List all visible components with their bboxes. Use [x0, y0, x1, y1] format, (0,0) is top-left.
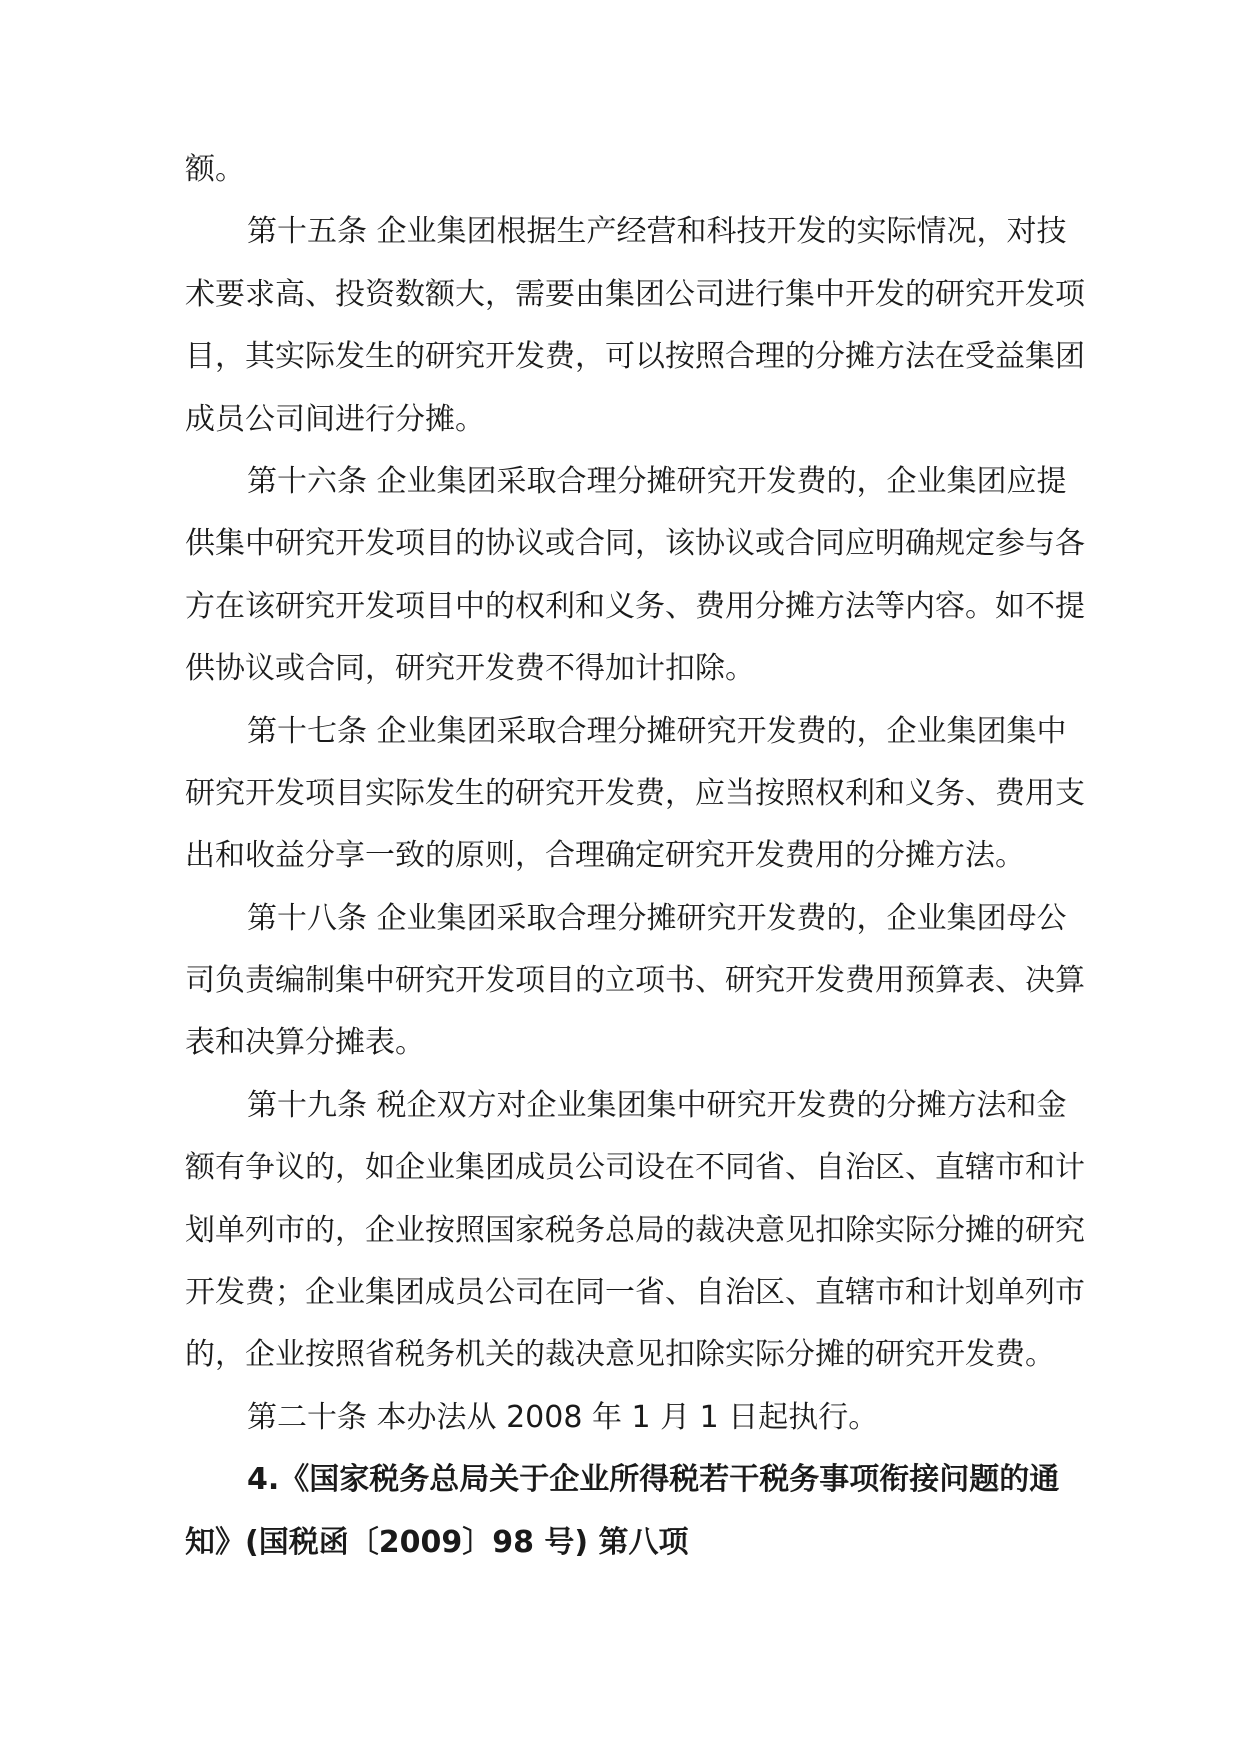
text-line: 供集中研究开发项目的协议或合同，该协议或合同应明确规定参与各 — [185, 526, 1085, 562]
text-line: 供协议或合同，研究开发费不得加计扣除。 — [185, 651, 755, 687]
text-line: 成员公司间进行分摊。 — [185, 401, 485, 437]
text-line: 第十五条 企业集团根据生产经营和科技开发的实际情况，对技 — [247, 214, 1067, 250]
text-line: 司负责编制集中研究开发项目的立项书、研究开发费用预算表、决算 — [185, 963, 1085, 999]
text-line: 术要求高、投资数额大，需要由集团公司进行集中开发的研究开发项 — [185, 276, 1085, 312]
section-heading-line: 知》(国税函〔2009〕98 号) 第八项 — [185, 1524, 689, 1560]
text-line: 额有争议的，如企业集团成员公司设在不同省、自治区、直辖市和计 — [185, 1150, 1085, 1186]
text-line: 第十七条 企业集团采取合理分摊研究开发费的，企业集团集中 — [247, 713, 1067, 749]
text-line: 划单列市的，企业按照国家税务总局的裁决意见扣除实际分摊的研究 — [185, 1212, 1085, 1248]
text-line: 出和收益分享一致的原则，合理确定研究开发费用的分摊方法。 — [185, 838, 1025, 874]
text-line: 目，其实际发生的研究开发费，可以按照合理的分摊方法在受益集团 — [185, 339, 1085, 375]
text-line: 第二十条 本办法从 2008 年 1 月 1 日起执行。 — [247, 1399, 879, 1435]
text-line: 额。 — [185, 152, 245, 187]
text-line: 表和决算分摊表。 — [185, 1025, 425, 1061]
text-line: 第十八条 企业集团采取合理分摊研究开发费的，企业集团母公 — [247, 900, 1067, 936]
text-line: 方在该研究开发项目中的权利和义务、费用分摊方法等内容。如不提 — [185, 588, 1085, 624]
text-line: 开发费；企业集团成员公司在同一省、自治区、直辖市和计划单列市 — [185, 1275, 1085, 1311]
document-body — [185, 139, 1085, 1574]
text-line: 第十六条 企业集团采取合理分摊研究开发费的，企业集团应提 — [247, 463, 1067, 499]
text-line: 的，企业按照省税务机关的裁决意见扣除实际分摊的研究开发费。 — [185, 1337, 1055, 1373]
section-heading-line: 4.《国家税务总局关于企业所得税若干税务事项衔接问题的通 — [247, 1462, 1060, 1498]
text-line: 研究开发项目实际发生的研究开发费，应当按照权利和义务、费用支 — [185, 775, 1085, 811]
text-line: 第十九条 税企双方对企业集团集中研究开发费的分摊方法和金 — [247, 1087, 1067, 1123]
